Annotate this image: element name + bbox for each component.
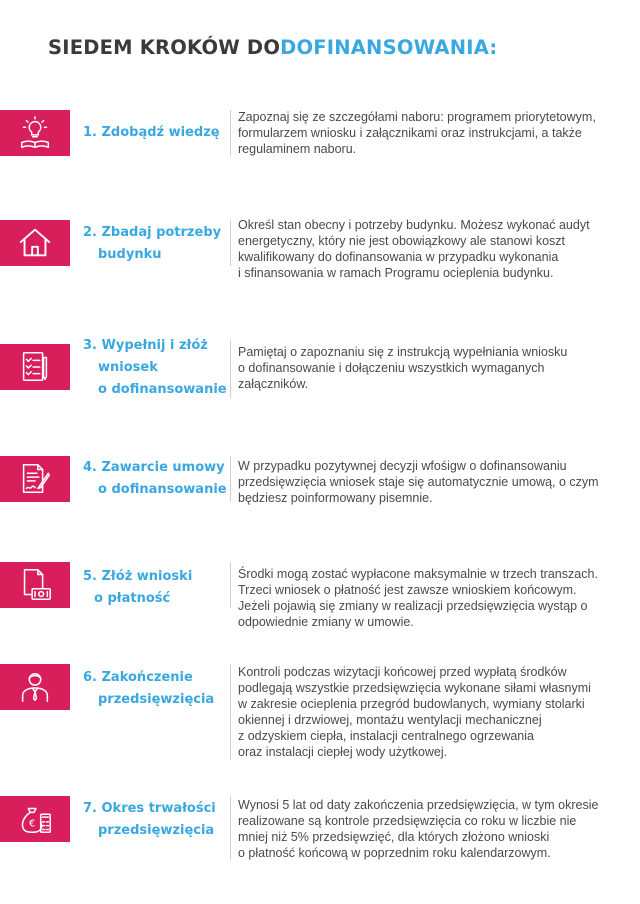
step-description-line: załączników. (238, 377, 309, 391)
step-description-line: odpowiednie zmiany w umowie. (238, 615, 414, 629)
step-description-line: Kontroli podczas wizytacji końcowej przed wypłatą środków (238, 665, 567, 679)
house-icon (0, 220, 70, 266)
step-divider (230, 562, 231, 608)
step-label (83, 222, 225, 266)
checklist-pen-icon (0, 344, 70, 390)
step-description-line: regulaminem naboru. (238, 142, 357, 156)
step-description-line: realizowane są kontrole przedsięwzięcia co roku w liczbie nie (238, 814, 577, 828)
step-description-line: i sfinansowania w ramach Programu ocieplenia budynku. (238, 266, 554, 280)
svg-text:€: € (29, 818, 36, 830)
step-divider (230, 340, 231, 398)
step-description-line: Jeżeli pojawią się zmiany w realizacji przedsięwzięcia wystąp o (238, 599, 588, 613)
step-divider (230, 456, 231, 502)
step-description-line: o płatność końcową w poprzednim roku kalendarzowym. (238, 846, 551, 860)
step-label-line: przedsięwzięcia (98, 692, 215, 707)
step-label (83, 457, 225, 501)
step-label-line: 7. Okres trwałości (83, 801, 216, 816)
step-label (83, 566, 225, 610)
step-description (238, 797, 598, 861)
step-label-line: o płatność (94, 591, 171, 606)
step-description-line: mniej niż 5% przedsięwzięć, dla których złożono wnioski (238, 830, 550, 844)
step-label-line: o dofinansowanie (98, 482, 227, 497)
step-label-line: 2. Zbadaj potrzeby (83, 225, 222, 240)
step-label-line: 6. Zakończenie (83, 670, 193, 685)
step-description-line: będziesz poinformowany pisemnie. (238, 491, 433, 505)
step-label (83, 335, 225, 401)
step-label-line: 3. Wypełnij i złóż (83, 338, 208, 353)
step-description-line: Wynosi 5 lat od daty zakończenia przedsięwzięcia, w tym okresie (238, 798, 599, 812)
step-label (83, 667, 225, 711)
step-description (238, 458, 598, 506)
step-description (238, 566, 598, 630)
step-divider (230, 796, 231, 860)
step-description-line: energetyczny, który nie jest obowiązkowy ale stanowi koszt (238, 234, 566, 248)
step-label-line: budynku (98, 247, 162, 262)
step-description-line: Środki mogą zostać wypłacone maksymalnie w trzech transzach. (238, 567, 598, 581)
step-description (238, 344, 598, 392)
step-description-line: w zakresie ocieplenia przegród budowlanych, wymiany stolarki (238, 697, 585, 711)
money-bag-calculator-icon (0, 796, 70, 842)
step-divider (230, 220, 231, 266)
document-sign-icon (0, 456, 70, 502)
lightbulb-book-icon (0, 110, 70, 156)
step-description (238, 109, 598, 157)
step-divider (230, 664, 231, 760)
step-label (83, 122, 225, 144)
step-label-line: o dofinansowanie (98, 382, 227, 397)
step-label-line: 5. Złóż wnioski (83, 569, 193, 584)
step-description-line: Trzeci wniosek o płatność jest zawsze wnioskiem końcowym. (238, 583, 577, 597)
step-label-line: 1. Zdobądź wiedzę (83, 125, 220, 140)
step-description-line: Pamiętaj o zapoznaniu się z instrukcją wypełniania wniosku (238, 345, 568, 359)
step-description-line: podlegają wszystkie przedsięwzięcia wykonane siłami własnymi (238, 681, 591, 695)
step-label (83, 798, 225, 842)
step-description-line: oraz instalacji ciepłej wody użytkowej. (238, 745, 448, 759)
title-part-dark: SIEDEM KROKÓW DO (48, 36, 281, 59)
step-description-line: Określ stan obecny i potrzeby budynku. Możesz wykonać audyt (238, 218, 590, 232)
step-description-line: o dofinansowanie i dołączeniu wszystkich wymaganych (238, 361, 545, 375)
document-money-icon (0, 562, 70, 608)
step-label-line: 4. Zawarcie umowy (83, 460, 225, 475)
step-label-line: wniosek (98, 360, 158, 375)
step-description-line: Zapoznaj się ze szczegółami naboru: programem priorytetowym, (238, 110, 596, 124)
step-divider (230, 110, 231, 156)
step-description-line: formularzem wniosku i załącznikami oraz instrukcjami, a także (238, 126, 582, 140)
page-title (48, 36, 497, 59)
step-description-line: okiennej i drzwiowej, montażu wentylacji mechanicznej (238, 713, 542, 727)
step-description-line: przedsięwzięcia wniosek staje się automatycznie umową, o czym (238, 475, 599, 489)
step-description-line: kwalifikowany do dofinansowania w przypadku wykonania (238, 250, 559, 264)
step-description (238, 217, 598, 281)
title-part-accent: DOFINANSOWANIA: (280, 36, 498, 59)
step-description-line: W przypadku pozytywnej decyzji wfośigw o dofinansowaniu (238, 459, 567, 473)
step-description-line: z odzyskiem ciepła, instalacji centralnego ogrzewania (238, 729, 534, 743)
step-description (238, 664, 598, 760)
businessman-icon (0, 664, 70, 710)
step-label-line: przedsięwzięcia (98, 823, 215, 838)
